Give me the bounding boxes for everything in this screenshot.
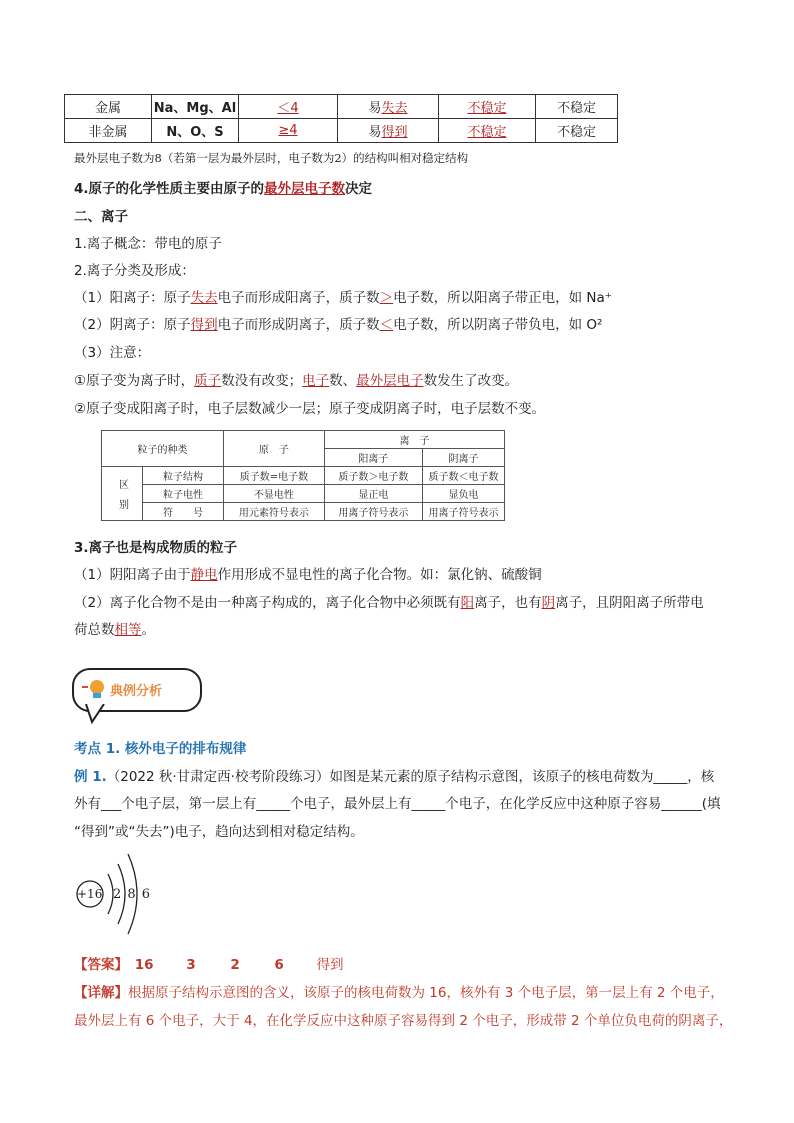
table-cell: 质子数＜电子数: [422, 467, 504, 485]
notice-1: ①原子变为离子时，质子数没有改变；电子数、最外层电子数发生了改变。: [74, 373, 519, 389]
table-cell: 不稳定: [536, 95, 618, 119]
stable-structure-note: 最外层电子数为8（若第一层为最外层时，电子数为2）的结构叫相对稳定结构: [74, 151, 469, 165]
particle-comparison-table: [101, 430, 505, 521]
cation-line: （1）阳离子：原子失去电子而形成阳离子，质子数＞电子数，所以阳离子带正电，如 Na⁺: [74, 290, 612, 306]
table-cell: 不显电性: [223, 485, 324, 503]
table-cell: 用元素符号表示: [223, 503, 324, 521]
table-header: 阴离子: [422, 449, 504, 467]
table-cell: 不稳定: [439, 119, 536, 143]
table-cell: 用离子符号表示: [422, 503, 504, 521]
table-header: 离 子: [324, 431, 504, 449]
table-cell: ＜4: [239, 95, 338, 119]
speech-tail-icon: [82, 704, 112, 724]
detail-line-1: 【详解】根据原子结构示意图的含义，该原子的核电荷数为 16，核外有 3 个电子层，第一层上有 2 个电子，: [74, 985, 724, 1001]
table-cell: 不稳定: [439, 95, 536, 119]
ion-classification: 2.离子分类及形成：: [74, 263, 195, 279]
table-row: [102, 503, 505, 521]
table-cell: 质子数＞电子数: [324, 467, 422, 485]
table-cell: 不稳定: [536, 119, 618, 143]
example-line-1: 例 1.（2022 秋·甘肃定西·校考阶段练习）如图是某元素的原子结构示意图，该原子的核电荷数为_____，核: [74, 769, 715, 785]
point-3-item-2-cont: 荷总数相等。: [74, 622, 155, 638]
answer-line: 【答案】 16 3 2 6 得到: [74, 957, 344, 973]
table-header: 原 子: [223, 431, 324, 467]
table-cell: 显正电: [324, 485, 422, 503]
table-cell: 区 别: [102, 467, 143, 521]
lightbulb-icon: [80, 676, 110, 702]
section-title-ion: 二、离子: [74, 209, 128, 225]
point-3: 3.离子也是构成物质的粒子: [74, 540, 238, 556]
table-row: [102, 467, 505, 485]
detail-line-2: 最外层上有 6 个电子，大于 4，在化学反应中这种原子容易得到 2 个电子，形成带 2 个单位负电荷的阴离子，: [74, 1013, 733, 1029]
table-cell: 粒子结构: [143, 467, 224, 485]
example-line-2: 外有___个电子层，第一层上有_____个电子，最外层上有_____个电子，在化学反应中这种原子容易______(填: [74, 796, 721, 812]
table-header: 阳离子: [324, 449, 422, 467]
table-cell: ≥4: [239, 119, 338, 143]
element-property-table: [64, 94, 618, 143]
point-3-item-1: （1）阴阳离子由于静电作用形成不显电性的离子化合物。如：氯化钠、硫酸铜: [74, 567, 542, 583]
table-row: [65, 95, 618, 119]
table-row: [102, 431, 505, 449]
electron-shells: 2 8 6: [113, 887, 151, 902]
table-cell: 质子数=电子数: [223, 467, 324, 485]
anion-line: （2）阴离子：原子得到电子而形成阴离子，质子数＜电子数，所以阴离子带负电，如 O²: [74, 317, 603, 333]
table-cell: Na、Mg、Al: [152, 95, 239, 119]
table-cell: 易失去: [338, 95, 439, 119]
table-cell: 易得到: [338, 119, 439, 143]
point-3-item-2: （2）离子化合物不是由一种离子构成的，离子化合物中必须既有阳离子，也有阴离子，且阴阳离子所带电: [74, 595, 704, 611]
ion-concept: 1.离子概念：带电的原子: [74, 236, 222, 252]
table-cell: 粒子电性: [143, 485, 224, 503]
table-cell: 显负电: [422, 485, 504, 503]
table-cell: 非金属: [65, 119, 152, 143]
table-row: [102, 485, 505, 503]
notice-2: ②原子变成阳离子时，电子层数减少一层；原子变成阴离子时，电子层数不变。: [74, 401, 546, 417]
point-4: 4.原子的化学性质主要由原子的最外层电子数决定: [74, 181, 373, 197]
table-cell: 用离子符号表示: [324, 503, 422, 521]
badge-label: 典例分析: [110, 684, 163, 699]
table-cell: 符 号: [143, 503, 224, 521]
table-cell: N、O、S: [152, 119, 239, 143]
nucleus-charge: +16: [77, 887, 103, 901]
notice-title: （3）注意：: [74, 345, 151, 361]
example-line-3: “得到”或“失去”)电子，趋向达到相对稳定结构。: [74, 824, 364, 840]
kaodian-title: 考点 1. 核外电子的排布规律: [74, 741, 247, 757]
table-cell: 金属: [65, 95, 152, 119]
table-header: 粒子的种类: [102, 431, 224, 467]
table-row: [65, 119, 618, 143]
